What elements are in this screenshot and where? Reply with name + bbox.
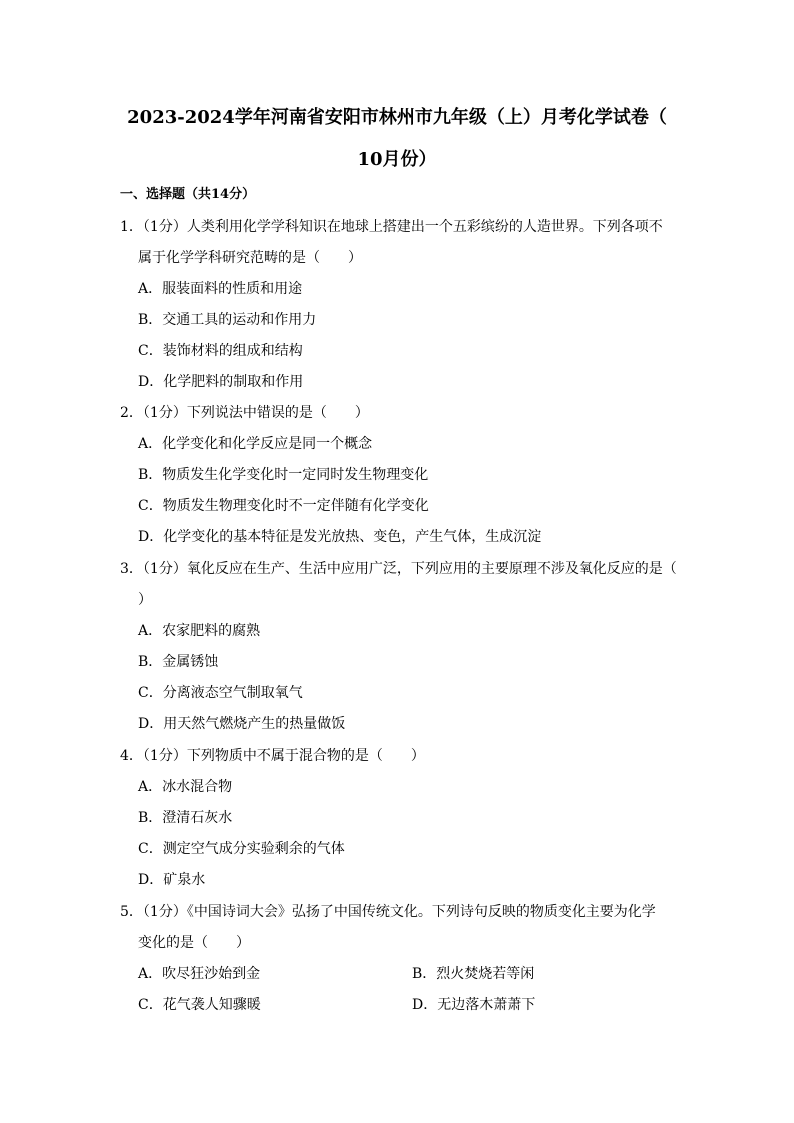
- question-4-option-c: C．测定空气成分实验剩余的气体: [138, 841, 345, 857]
- question-4-option-d: D．矿泉水: [138, 872, 206, 888]
- question-4-stem: 4．（1分）下列物质中不属于混合物的是（ ）: [120, 748, 425, 764]
- question-1-option-c: C．装饰材料的组成和结构: [138, 343, 303, 359]
- question-4-option-b: B．澄清石灰水: [138, 810, 233, 826]
- question-5-option-a: A．吹尽狂沙始到金: [138, 966, 261, 982]
- question-3-option-b: B．金属锈蚀: [138, 654, 219, 670]
- question-2-option-c: C．物质发生物理变化时不一定伴随有化学变化: [138, 498, 429, 514]
- question-3-option-a: A．农家肥料的腐熟: [138, 623, 261, 639]
- question-1-option-a: A．服装面料的性质和用途: [138, 281, 303, 297]
- question-5-option-b: B．烈火焚烧若等闲: [412, 966, 535, 982]
- question-3-option-d: D．用天然气燃烧产生的热量做饭: [138, 716, 346, 732]
- question-3-stem-line-1: 3．（1分）氧化反应在生产、生活中应用广泛，下列应用的主要原理不涉及氧化反应的是（: [120, 561, 677, 577]
- question-2-option-d: D．化学变化的基本特征是发光放热、变色，产生气体，生成沉淀: [138, 529, 542, 545]
- section-heading: 一、选择题（共14分）: [120, 187, 256, 202]
- question-2-option-b: B．物质发生化学变化时一定同时发生物理变化: [138, 467, 429, 483]
- question-4-option-a: A．冰水混合物: [138, 779, 233, 795]
- exam-title-line-1: 2023-2024学年河南省安阳市林州市九年级（上）月考化学试卷（: [127, 107, 667, 128]
- question-5-option-c: C．花气袭人知骤暖: [138, 997, 261, 1013]
- question-1-option-b: B．交通工具的运动和作用力: [138, 312, 317, 328]
- question-3-stem-line-2: ）: [138, 592, 152, 608]
- question-5-stem-line-1: 5．（1分）《中国诗词大会》弘扬了中国传统文化。下列诗句反映的物质变化主要为化学: [120, 904, 656, 920]
- question-1-stem-line-2: 属于化学学科研究范畴的是（ ）: [138, 250, 362, 266]
- question-5-stem-line-2: 变化的是（ ）: [138, 935, 250, 951]
- question-3-option-c: C．分离液态空气制取氧气: [138, 685, 303, 701]
- question-1-option-d: D．化学肥料的制取和作用: [138, 374, 304, 390]
- exam-title-line-2: 10月份）: [357, 149, 437, 170]
- question-2-stem: 2．（1分）下列说法中错误的是（ ）: [120, 405, 369, 421]
- question-2-option-a: A．化学变化和化学反应是同一个概念: [138, 436, 373, 452]
- question-5-option-d: D．无边落木萧萧下: [412, 997, 536, 1013]
- question-1-stem-line-1: 1．（1分）人类利用化学学科知识在地球上搭建出一个五彩缤纷的人造世界。下列各项不: [120, 219, 663, 235]
